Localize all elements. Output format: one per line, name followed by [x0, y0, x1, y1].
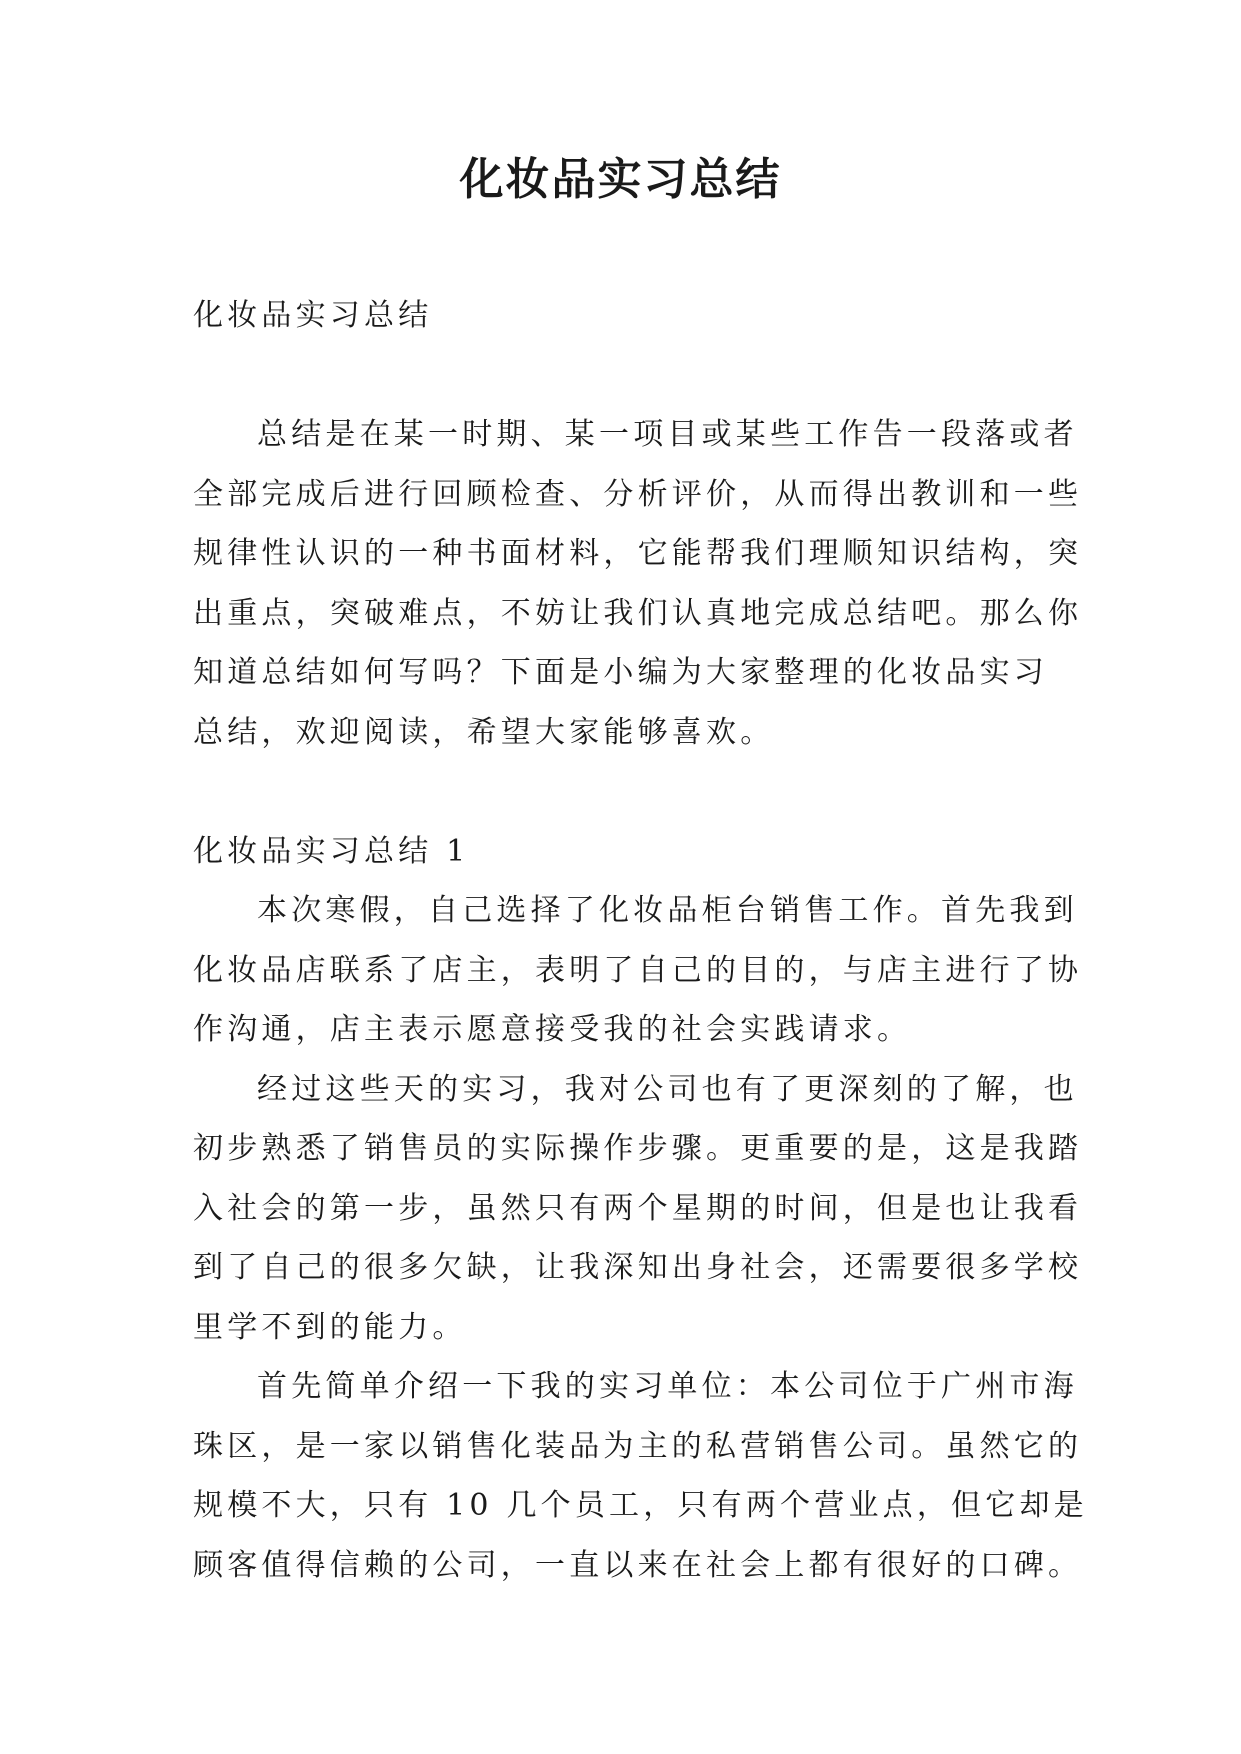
- paragraph-line: 里学不到的能力。: [193, 1309, 467, 1345]
- intro-line: 规律性认识的一种书面材料，它能帮我们理顺知识结构，突: [193, 536, 1083, 571]
- intro-line: 总结是在某一时期、某一项目或某些工作告一段落或者: [257, 417, 1078, 452]
- paragraph-line: 顾客值得信赖的公司，一直以来在社会上都有很好的口碑。: [193, 1547, 1083, 1583]
- document-body: [193, 286, 1088, 1595]
- intro-line: 出重点，突破难点，不妨让我们认真地完成总结吧。那么你: [193, 595, 1083, 631]
- spacer: [193, 762, 1053, 822]
- paragraph-line: 化妆品店联系了店主，表明了自己的目的，与店主进行了协: [193, 952, 1083, 988]
- section-heading: 化妆品实习总结 1: [193, 833, 470, 869]
- paragraph-line: 入社会的第一步，虽然只有两个星期的时间，但是也让我看: [193, 1190, 1083, 1226]
- intro-line: 全部完成后进行回顾检查、分析评价，从而得出教训和一些: [193, 476, 1083, 512]
- paragraph-2: [193, 1060, 1083, 1358]
- intro-paragraph: [193, 405, 1083, 762]
- paragraph-line: 首先简单介绍一下我的实习单位：本公司位于广州市海: [257, 1369, 1078, 1404]
- paragraph-3: [193, 1357, 1088, 1595]
- intro-line: 总结，欢迎阅读，希望大家能够喜欢。: [193, 714, 775, 750]
- paragraph-line: 经过这些天的实习，我对公司也有了更深刻的了解，也: [257, 1071, 1078, 1107]
- intro-line: 知道总结如何写吗？下面是小编为大家整理的化妆品实习: [193, 655, 1048, 690]
- subtitle: 化妆品实习总结: [193, 298, 433, 333]
- paragraph-line: 作沟通，店主表示愿意接受我的社会实践请求。: [193, 1012, 912, 1047]
- paragraph-line: 规模不大，只有 10 几个员工，只有两个营业点，但它却是: [193, 1488, 1088, 1523]
- paragraph-line: 珠区，是一家以销售化装品为主的私营销售公司。虽然它的: [193, 1428, 1083, 1464]
- paragraph-1: [193, 881, 1083, 1060]
- document-title: 化妆品实习总结: [459, 154, 782, 205]
- spacer: [193, 346, 1053, 406]
- paragraph-line: 到了自己的很多欠缺，让我深知出身社会，还需要很多学校: [193, 1250, 1083, 1285]
- paragraph-line: 初步熟悉了销售员的实际操作步骤。更重要的是，这是我踏: [193, 1131, 1083, 1166]
- paragraph-line: 本次寒假，自己选择了化妆品柜台销售工作。首先我到: [257, 893, 1078, 928]
